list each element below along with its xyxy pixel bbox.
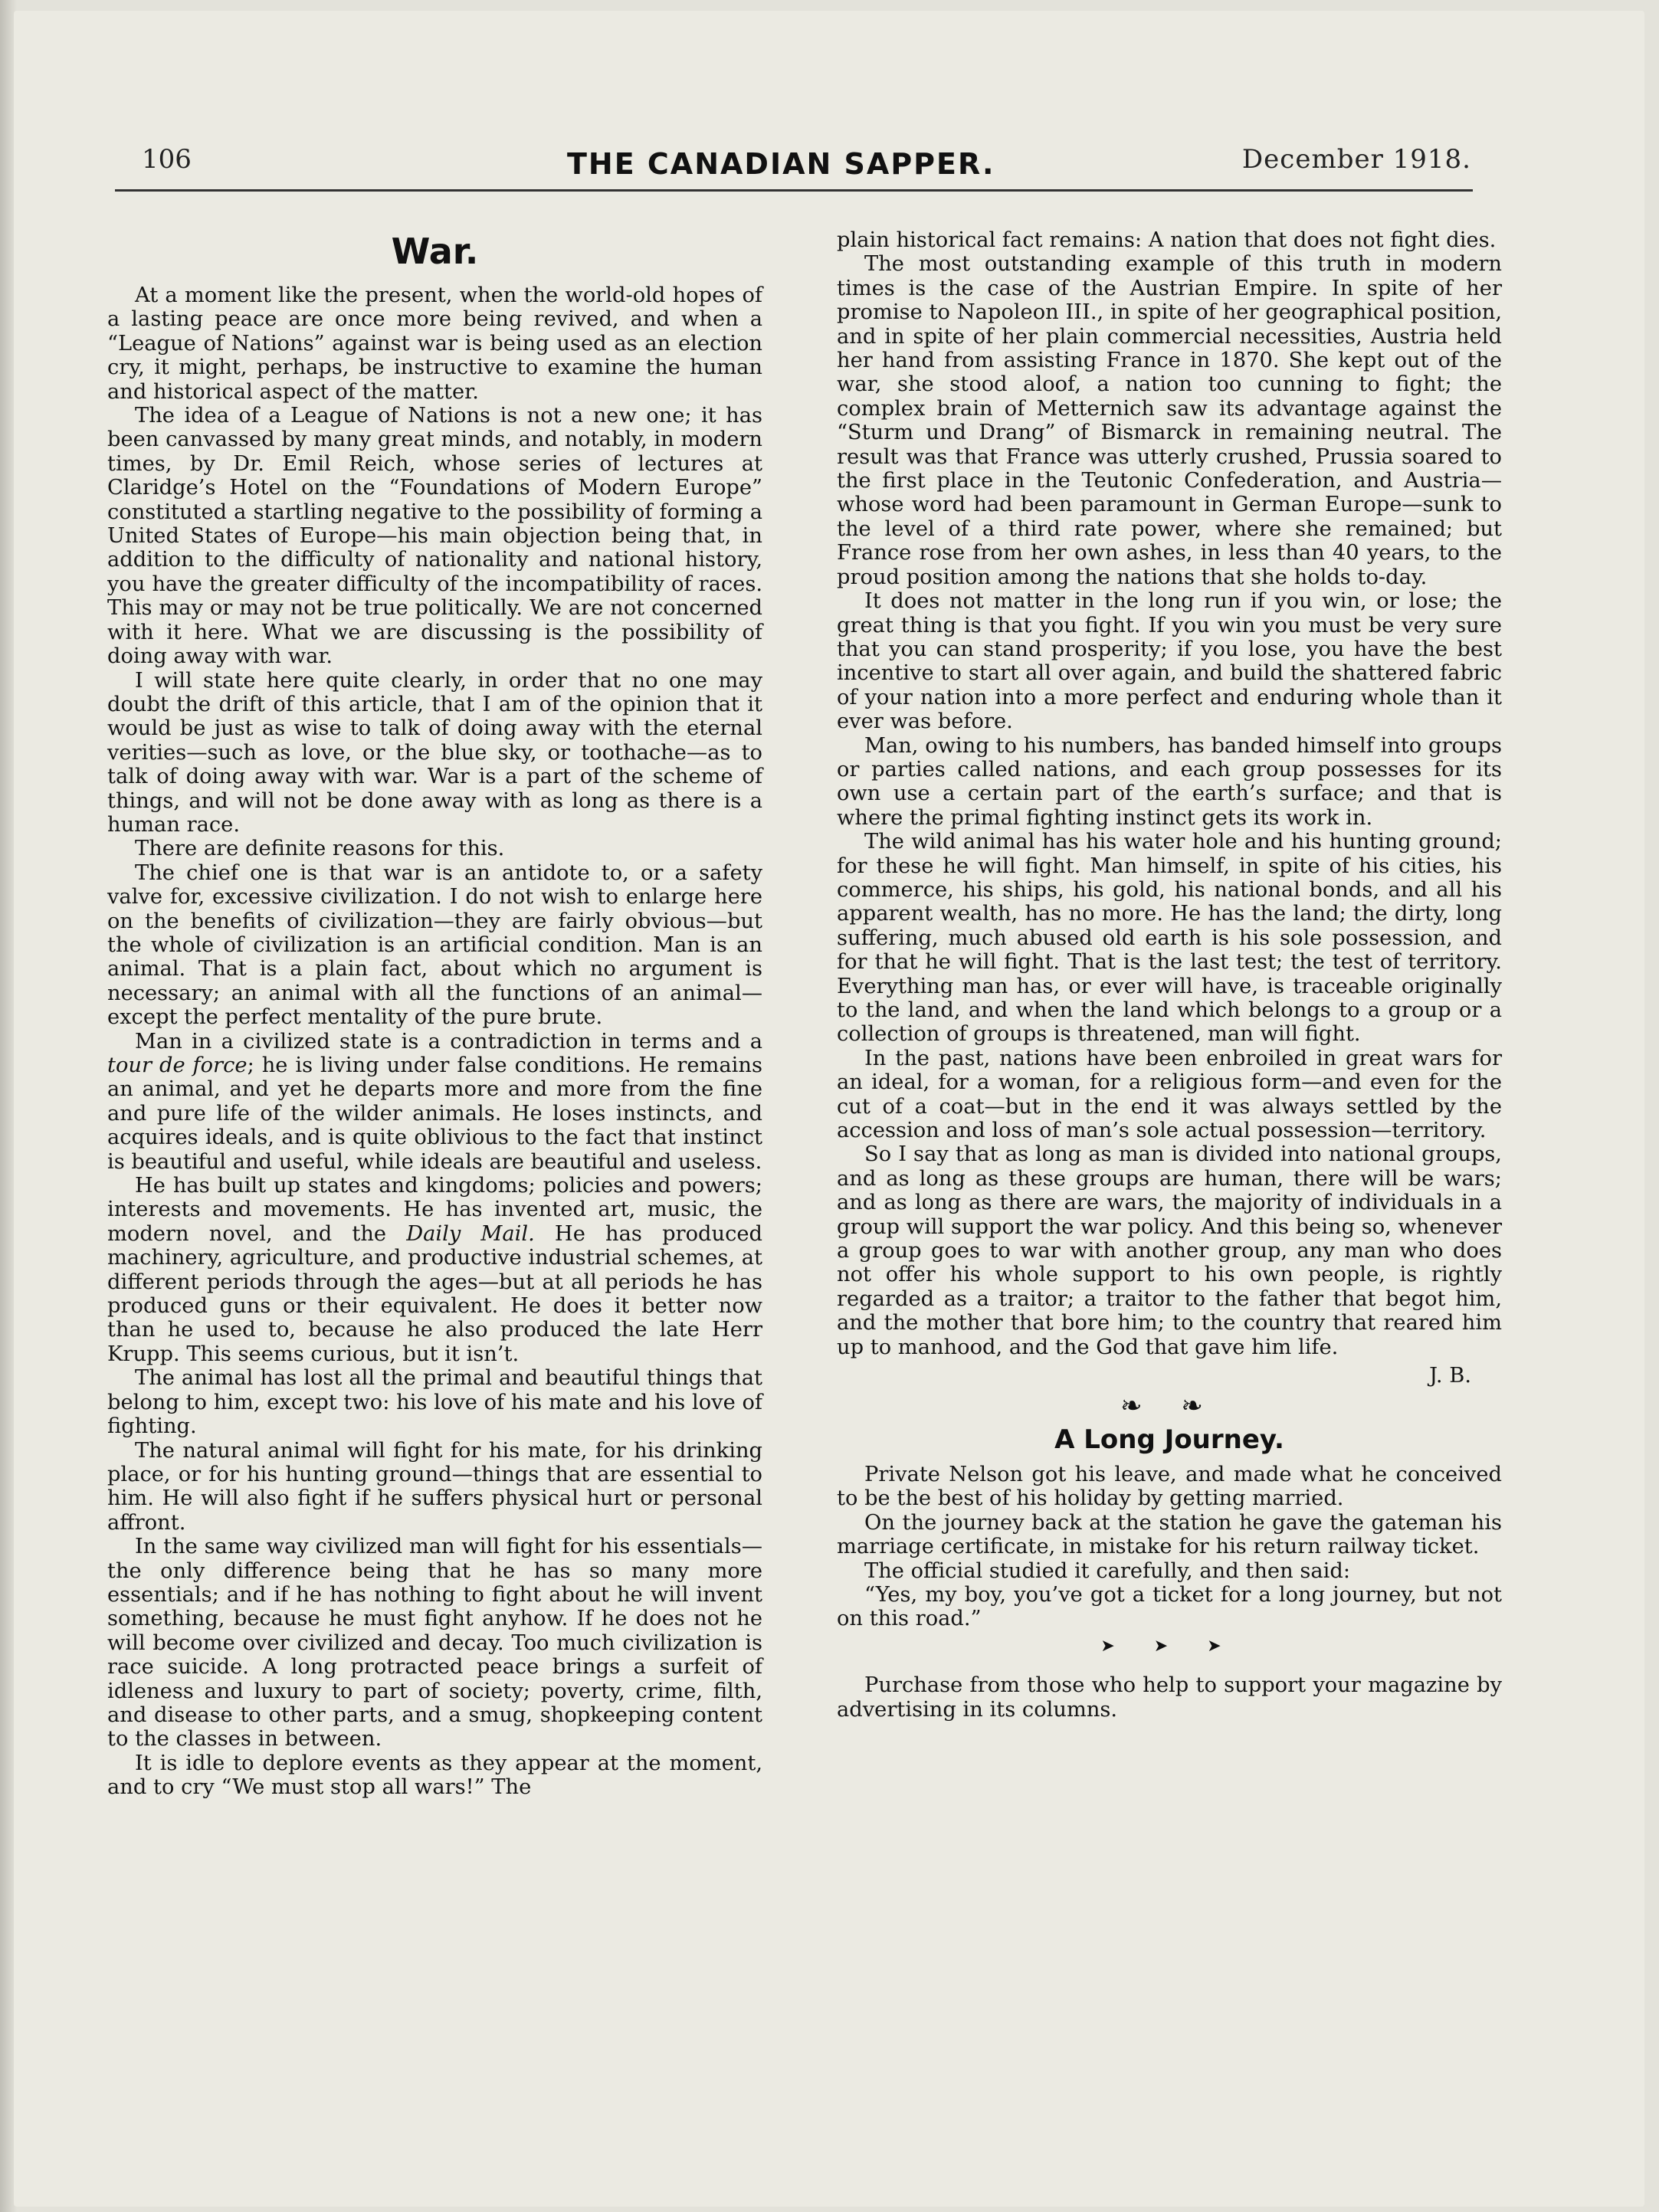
paragraph: “Yes, my boy, you’ve got a ticket for a long journey, but not on this road.”: [837, 1582, 1502, 1631]
paragraph: On the journey back at the station he gave the gateman his marriage certificate, in mistake for his return railway ticket.: [837, 1510, 1502, 1559]
article-title-long-journey: A Long Journey.: [1054, 1424, 1284, 1455]
paragraph: The most outstanding example of this truth in modern times is the case of the Austrian Empire. In spite of her promise to Napoleon III., in spite of her geographical position, and in spite of her plain commercial necessities, Austria held her hand from assisting France in 1870. She kept out of the war, she stood aloof, a nation too cunning to fight; the complex brain of Metternich saw its advantage against the “Sturm und Drang” of Bismarck in remaining neutral. The result was that France was utterly crushed, Prussia soared to the first place in the Teutonic Confederation, and Austria—whose word had been paramount in German Europe—sunk to the level of a third rate power, where she remained; but France rose from her own ashes, in less than 40 years, to the proud position among the nations that she holds to-day.: [837, 252, 1502, 589]
author-signature: J. B.: [1429, 1364, 1471, 1388]
left-column: [107, 228, 762, 1800]
arrow-ornament-icon: ➤ ➤ ➤: [1100, 1636, 1238, 1656]
leaf-ornament-icon: ❧ ❧: [1120, 1390, 1218, 1421]
paragraph: Private Nelson got his leave, and made what he conceived to be the best of his holiday by getting married.: [837, 1462, 1502, 1511]
paragraph: The wild animal has his water hole and his hunting ground; for these he will fight. Man himself, in spite of his cities, his commerce, his ships, his gold, his national bonds, and all his apparent wealth, has no more. He has the land; the dirty, long suffering, much abused old earth is his sole possession, and for that he will fight. That is the last test; the test of territory. Everything man has, or ever will have, is traceable originally to the land, and when the land which belongs to a group or a collection of groups is threatened, man will fight.: [837, 830, 1502, 1047]
paragraph: In the past, nations have been enbroiled in great wars for an ideal, for a woman, for a religious form—and even for the cut of a coat—but in the end it was always settled by the accession and loss of man’s sole actual possession—territory.: [837, 1046, 1502, 1143]
paragraph: The animal has lost all the primal and beautiful things that belong to him, except two: his love of his mate and his love of fighting.: [107, 1366, 762, 1439]
paragraph: I will state here quite clearly, in order that no one may doubt the drift of this article, that I am of the opinion that it would be just as wise to talk of doing away with the eternal verities—such as love, or the blue sky, or toothache—as to talk of doing away with war. War is a part of the scheme of things, and will not be done away with as long as there is a human race.: [107, 668, 762, 837]
paragraph: The idea of a League of Nations is not a new one; it has been canvassed by many great minds, and notably, in modern times, by Dr. Emil Reich, whose series of lectures at Claridge’s Hotel on the “Foundations of Modern Europe” constituted a startling negative to the possibility of forming a United States of Europe—his main objection being that, in addition to the difficulty of nationality and national history, you have the greater difficulty of the incompatibility of races. This may or may not be true politically. We are not concerned with it here. What we are discussing is the possibility of doing away with war.: [107, 404, 762, 669]
paragraph: The natural animal will fight for his mate, for his drinking place, or for his hunting ground—things that are essential to him. He will also fight if he suffers physical hurt or personal affront.: [107, 1438, 762, 1535]
paragraph: In the same way civilized man will fight for his essentials—the only difference being that he has so many more essentials; and if he has nothing to fight about he will invent something, because he must fight anyhow. If he does not he will become over civilized and decay. Too much civilization is race suicide. A long protracted peace brings a surfeit of idleness and luxury to part of society; poverty, crime, filth, and disease to other parts, and a smug, shopkeeping content to the classes in between.: [107, 1535, 762, 1752]
paragraph: Man, owing to his numbers, has banded himself into groups or parties called nations, and each group possesses for its own use a certain part of the earth’s surface; and that is where the primal fighting instinct gets its work in.: [837, 733, 1502, 830]
paragraph: So I say that as long as man is divided into national groups, and as long as these groups are human, there will be wars; and as long as there are wars, the majority of individuals in a group will support the war policy. And this being so, whenever a group goes to war with another group, any man who does not offer his whole support to his own people, is rightly regarded as a traitor; a traitor to the father that begot him, and the mother that bore him; to the country that reared him up to manhood, and the God that gave him life.: [837, 1142, 1502, 1359]
paragraph: plain historical fact remains: A nation that does not fight dies.: [837, 228, 1497, 252]
paragraph: There are definite reasons for this.: [135, 837, 505, 861]
paragraph: The official studied it carefully, and then said:: [864, 1558, 1351, 1583]
header-rule: [115, 189, 1473, 192]
article-title-war: War.: [391, 231, 479, 272]
issue-date: December 1918.: [1241, 144, 1471, 175]
page-number: 106: [142, 144, 192, 175]
paragraph: The chief one is that war is an antidote to, or a safety valve for, excessive civilization. I do not wish to enlarge here on the benefits of civilization—they are fairly obvious—but the whole of civilization is an artificial condition. Man is an animal. That is a plain fact, about which no argument is necessary; an animal with all the functions of an animal—except the perfect mentality of the pure brute.: [107, 860, 762, 1030]
advertising-notice: Purchase from those who help to support your magazine by advertising in its columns.: [837, 1673, 1502, 1722]
paragraph: Man in a civilized state is a contradiction in terms and a tour de force; he is living under false conditions. He remains an animal, and yet he departs more and more from the fine and pure life of the wilder animals. He loses instincts, and acquires ideals, and is quite oblivious to the fact that instinct is beautiful and useful, while ideals are beautiful and useless.: [107, 1029, 763, 1174]
paragraph: At a moment like the present, when the world-old hopes of a lasting peace are once more being revived, and when a “League of Nations” against war is being used as an election cry, it might, perhaps, be instructive to examine the human and historical aspect of the matter.: [107, 283, 762, 404]
paragraph: It is idle to deplore events as they appear at the moment, and to cry “We must stop all wars!” The: [107, 1751, 762, 1800]
publication-title: THE CANADIAN SAPPER.: [567, 147, 995, 181]
running-header: [115, 144, 1471, 187]
paragraph: It does not matter in the long run if you win, or lose; the great thing is that you fight. If you win you must be very sure that you can stand prosperity; if you lose, you have the best incentive to start all over again, and build the shattered fabric of your nation into a more perfect and enduring whole than it ever was before.: [837, 589, 1502, 734]
paragraph: He has built up states and kingdoms; policies and powers; interests and movements. He has invented art, music, the modern novel, and the Daily Mail. He has produced machinery, agriculture, and productive industrial schemes, at different periods through the ages—but at all periods he has produced guns or their equivalent. He does it better now than he used to, because he also produced the late Herr Krupp. This seems curious, but it isn’t.: [107, 1174, 762, 1366]
right-column: [837, 228, 1502, 1722]
